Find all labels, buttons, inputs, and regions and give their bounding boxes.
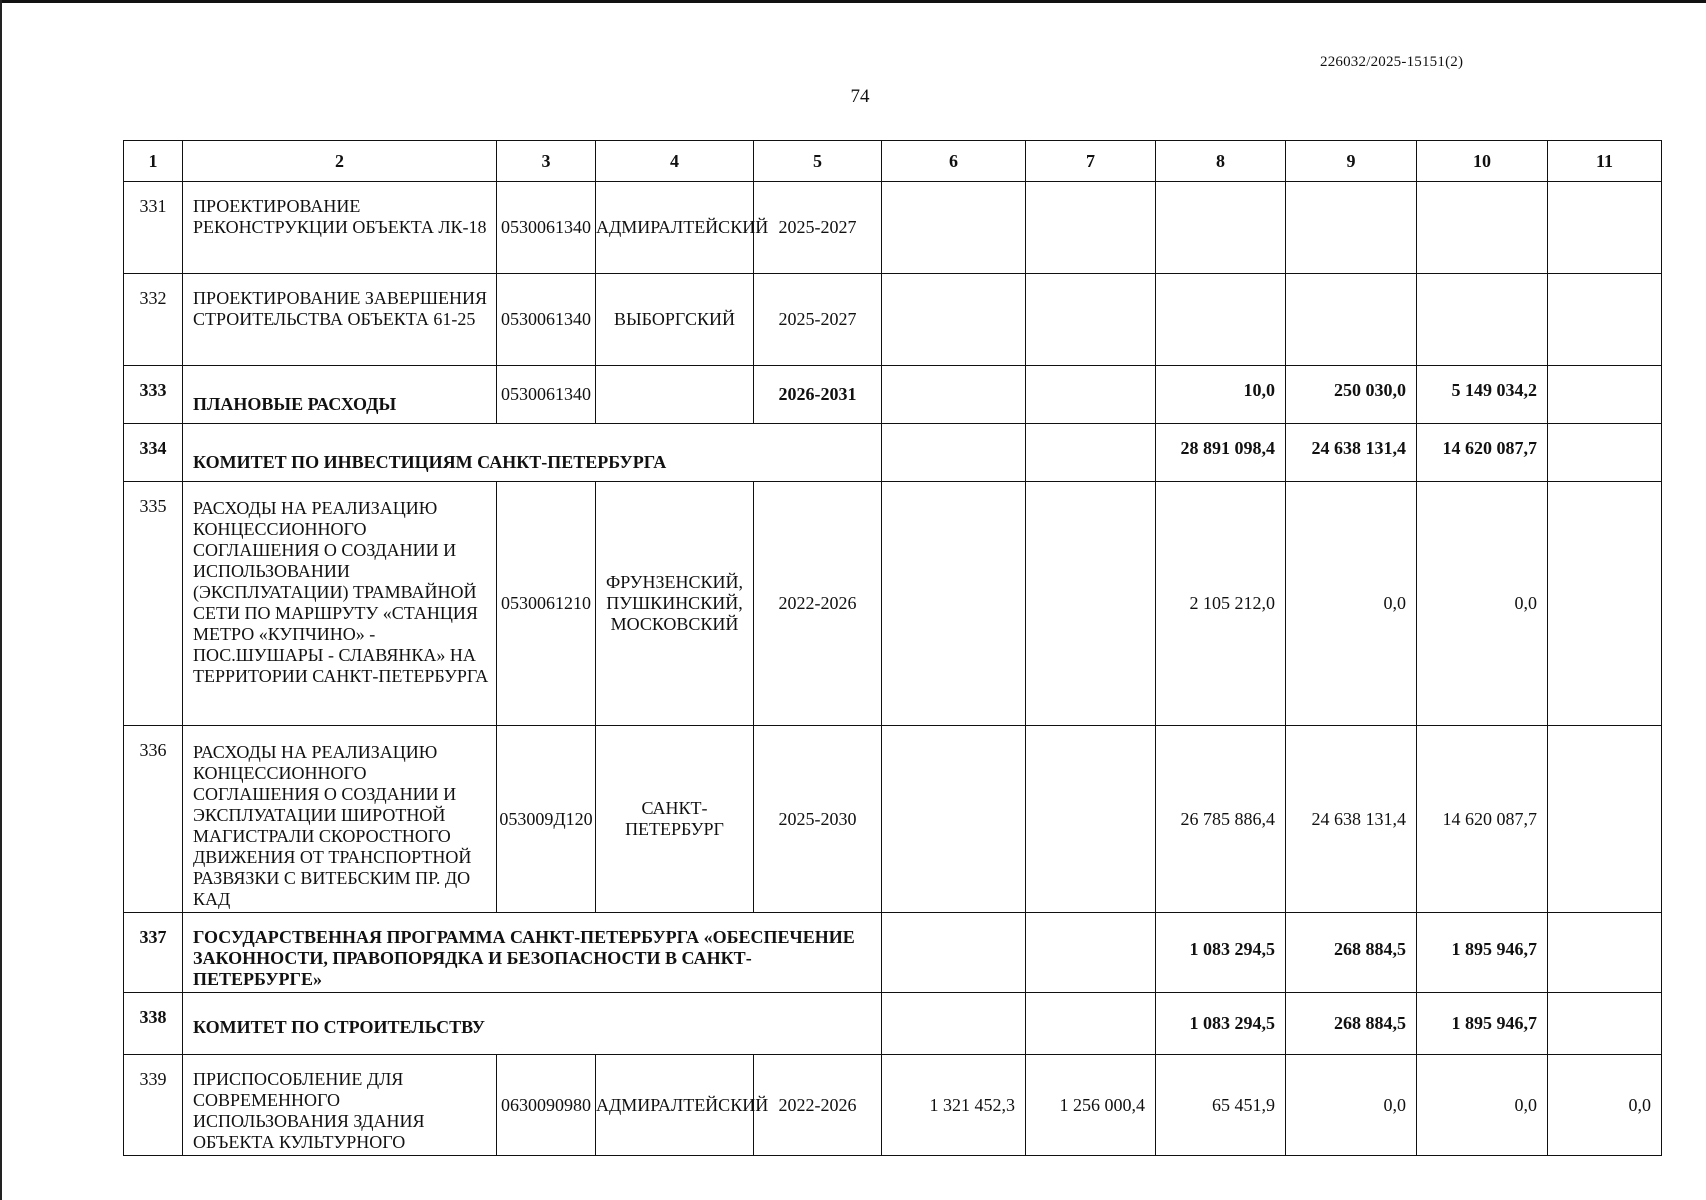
row-years: 2025-2027 (754, 274, 882, 366)
row-years: 2022-2026 (754, 482, 882, 726)
table-row (124, 1055, 1662, 1156)
cell-col7 (1026, 726, 1156, 913)
cell-col10: 1 895 946,7 (1417, 993, 1548, 1055)
row-district: АДМИРАЛТЕЙСКИЙ (596, 1055, 754, 1156)
cell-col9: 24 638 131,4 (1286, 726, 1417, 913)
column-header: 2 (183, 141, 497, 182)
cell-col7 (1026, 366, 1156, 424)
cell-col11 (1548, 913, 1662, 993)
cell-col6 (882, 993, 1026, 1055)
row-code: 0530061340 (497, 274, 596, 366)
cell-col7: 1 256 000,4 (1026, 1055, 1156, 1156)
table-row (124, 726, 1662, 913)
row-number: 336 (124, 726, 183, 913)
cell-col10: 1 895 946,7 (1417, 913, 1548, 993)
row-name: РАСХОДЫ НА РЕАЛИЗАЦИЮ КОНЦЕССИОННОГО СОГЛАШЕНИЯ О СОЗДАНИИ И ИСПОЛЬЗОВАНИИ (ЭКСПЛУАТАЦИИ) ТРАМВАЙНОЙ СЕТИ ПО МАРШРУТУ «СТАНЦИЯ МЕТРО «КУПЧИНО» - ПОС.ШУШАРЫ - СЛАВЯНКА» НА ТЕРРИТОРИИ САНКТ-ПЕТЕРБУРГА (183, 482, 497, 726)
row-number: 338 (124, 993, 183, 1055)
column-header: 9 (1286, 141, 1417, 182)
row-code: 053009Д120 (497, 726, 596, 913)
row-number: 337 (124, 913, 183, 993)
column-header: 1 (124, 141, 183, 182)
column-header: 6 (882, 141, 1026, 182)
cell-col9: 0,0 (1286, 482, 1417, 726)
row-years: 2026-2031 (754, 366, 882, 424)
row-code: 0630090980 (497, 1055, 596, 1156)
cell-col9: 0,0 (1286, 1055, 1417, 1156)
table-row (124, 274, 1662, 366)
row-code: 0530061210 (497, 482, 596, 726)
row-name: КОМИТЕТ ПО СТРОИТЕЛЬСТВУ (183, 993, 882, 1055)
cell-col7 (1026, 182, 1156, 274)
cell-col11 (1548, 366, 1662, 424)
cell-col10: 0,0 (1417, 482, 1548, 726)
row-name: ГОСУДАРСТВЕННАЯ ПРОГРАММА САНКТ-ПЕТЕРБУРГА «ОБЕСПЕЧЕНИЕ ЗАКОННОСТИ, ПРАВОПОРЯДКА И БЕЗОПАСНОСТИ В САНКТ-ПЕТЕРБУРГЕ» (183, 913, 882, 993)
cell-col8: 2 105 212,0 (1156, 482, 1286, 726)
cell-col10: 0,0 (1417, 1055, 1548, 1156)
cell-col9: 268 884,5 (1286, 993, 1417, 1055)
cell-col8: 1 083 294,5 (1156, 913, 1286, 993)
cell-col6 (882, 366, 1026, 424)
scan-left-edge (0, 0, 2, 1200)
cell-col10: 14 620 087,7 (1417, 424, 1548, 482)
row-years: 2025-2030 (754, 726, 882, 913)
cell-col8: 26 785 886,4 (1156, 726, 1286, 913)
cell-col11 (1548, 424, 1662, 482)
table-row (124, 366, 1662, 424)
row-number: 331 (124, 182, 183, 274)
cell-col9: 250 030,0 (1286, 366, 1417, 424)
document-id: 226032/2025-15151(2) (1320, 54, 1464, 70)
cell-col6 (882, 274, 1026, 366)
table-row (124, 182, 1662, 274)
cell-col9: 24 638 131,4 (1286, 424, 1417, 482)
cell-col7 (1026, 482, 1156, 726)
cell-col7 (1026, 274, 1156, 366)
cell-col10 (1417, 274, 1548, 366)
row-district: АДМИРАЛТЕЙСКИЙ (596, 182, 754, 274)
column-header: 3 (497, 141, 596, 182)
budget-table (123, 140, 1662, 1156)
row-number: 334 (124, 424, 183, 482)
column-header: 5 (754, 141, 882, 182)
row-district: ФРУНЗЕНСКИЙ, ПУШКИНСКИЙ, МОСКОВСКИЙ (596, 482, 754, 726)
row-name: ПРОЕКТИРОВАНИЕ ЗАВЕРШЕНИЯ СТРОИТЕЛЬСТВА ОБЪЕКТА 61-25 (183, 274, 497, 366)
cell-col8: 28 891 098,4 (1156, 424, 1286, 482)
row-number: 332 (124, 274, 183, 366)
row-district: ВЫБОРГСКИЙ (596, 274, 754, 366)
cell-col8: 10,0 (1156, 366, 1286, 424)
cell-col11 (1548, 993, 1662, 1055)
cell-col6 (882, 482, 1026, 726)
table-row (124, 424, 1662, 482)
row-district: САНКТ-ПЕТЕРБУРГ (596, 726, 754, 913)
page-number: 74 (850, 86, 870, 107)
cell-col8 (1156, 274, 1286, 366)
cell-col6 (882, 424, 1026, 482)
row-years: 2022-2026 (754, 1055, 882, 1156)
scan-top-rule (0, 0, 1706, 3)
cell-col8: 65 451,9 (1156, 1055, 1286, 1156)
row-number: 339 (124, 1055, 183, 1156)
table-row (124, 913, 1662, 993)
row-district (596, 366, 754, 424)
row-number: 333 (124, 366, 183, 424)
cell-col6 (882, 726, 1026, 913)
cell-col7 (1026, 993, 1156, 1055)
cell-col6 (882, 182, 1026, 274)
row-code: 0530061340 (497, 182, 596, 274)
row-years: 2025-2027 (754, 182, 882, 274)
cell-col11 (1548, 182, 1662, 274)
cell-col11 (1548, 482, 1662, 726)
cell-col10 (1417, 182, 1548, 274)
row-name: ПРОЕКТИРОВАНИЕ РЕКОНСТРУКЦИИ ОБЪЕКТА ЛК-18 (183, 182, 497, 274)
row-code: 0530061340 (497, 366, 596, 424)
cell-col9 (1286, 182, 1417, 274)
cell-col10: 14 620 087,7 (1417, 726, 1548, 913)
row-name: ПРИСПОСОБЛЕНИЕ ДЛЯ СОВРЕМЕННОГО ИСПОЛЬЗОВАНИЯ ЗДАНИЯ ОБЪЕКТА КУЛЬТУРНОГО (183, 1055, 497, 1156)
table-row (124, 993, 1662, 1055)
column-header: 7 (1026, 141, 1156, 182)
column-header: 8 (1156, 141, 1286, 182)
row-name: ПЛАНОВЫЕ РАСХОДЫ (183, 366, 497, 424)
cell-col11 (1548, 726, 1662, 913)
cell-col7 (1026, 913, 1156, 993)
cell-col8 (1156, 182, 1286, 274)
row-name: КОМИТЕТ ПО ИНВЕСТИЦИЯМ САНКТ-ПЕТЕРБУРГА (183, 424, 882, 482)
column-header: 11 (1548, 141, 1662, 182)
header-row (124, 141, 1662, 182)
cell-col11: 0,0 (1548, 1055, 1662, 1156)
cell-col11 (1548, 274, 1662, 366)
column-header: 10 (1417, 141, 1548, 182)
cell-col7 (1026, 424, 1156, 482)
cell-col6: 1 321 452,3 (882, 1055, 1026, 1156)
cell-col9: 268 884,5 (1286, 913, 1417, 993)
cell-col9 (1286, 274, 1417, 366)
cell-col6 (882, 913, 1026, 993)
column-header: 4 (596, 141, 754, 182)
cell-col8: 1 083 294,5 (1156, 993, 1286, 1055)
row-number: 335 (124, 482, 183, 726)
cell-col10: 5 149 034,2 (1417, 366, 1548, 424)
row-name: РАСХОДЫ НА РЕАЛИЗАЦИЮ КОНЦЕССИОННОГО СОГЛАШЕНИЯ О СОЗДАНИИ И ЭКСПЛУАТАЦИИ ШИРОТНОЙ МАГИСТРАЛИ СКОРОСТНОГО ДВИЖЕНИЯ ОТ ТРАНСПОРТНОЙ РАЗВЯЗКИ С ВИТЕБСКИМ ПР. ДО КАД (183, 726, 497, 913)
table-row (124, 482, 1662, 726)
